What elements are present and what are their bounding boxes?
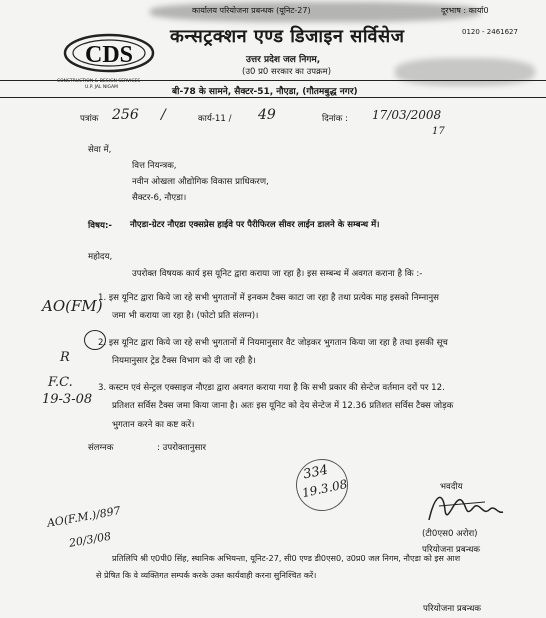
seva-mein: सेवा में, bbox=[88, 145, 112, 155]
handwritten-fc: F.C. bbox=[48, 375, 73, 390]
office-line: कार्यालय परियोजना प्रबन्धक (यूनिट-27) bbox=[192, 6, 311, 15]
date-label: दिनांक : bbox=[322, 114, 349, 124]
addressee-line-2: नवीन ओखला औद्योगिक विकास प्राधिकरण, bbox=[132, 177, 269, 187]
intro-line: उपरोक्त विषयक कार्य इस यूनिट द्वारा कराया जा रहा है। इस सम्बन्ध में अवगत कराना है कि :- bbox=[132, 269, 423, 279]
phone-number: 0120 - 2461627 bbox=[462, 28, 518, 36]
logo-sub-1: CONSTRUCTION & DESIGN SERVICES bbox=[57, 79, 141, 84]
logo-mark bbox=[55, 33, 163, 75]
org-address: बी-78 के सामने, सैक्टर-51, नौएडा, (गौतमबुद्ध नगर) bbox=[172, 87, 358, 97]
patrank-slash: / bbox=[161, 107, 166, 123]
karya-label: कार्य-11 / bbox=[198, 114, 232, 124]
handwritten-fc-date: 19-3-08 bbox=[42, 392, 93, 407]
handwritten-aofm: AO(FM) bbox=[42, 297, 103, 315]
patrank-value: 256 bbox=[112, 107, 139, 123]
copy-line-2: से प्रेषित कि वे व्यक्तिगत सम्पर्क करके उक्त कार्यवाही करना सुनिश्चित करें। bbox=[96, 570, 317, 580]
closing-yours: भवदीय bbox=[440, 482, 463, 492]
header-rule-bottom bbox=[0, 97, 546, 98]
handwritten-ao-note: AO(F.M.)/897 bbox=[46, 504, 122, 530]
point-3-line-1: 3. कस्टम एवं सेन्ट्रल एक्साइज नौएडा द्वारा अवगत कराया गया है कि सभी प्रकार की सेन्टेज वर्तमान दरों पर 12. bbox=[98, 383, 445, 393]
point-3-line-2: प्रतिशत सर्विस टैक्स जमा किया जाना है। अतः इस यूनिट को देय सेन्टेज में 12.36 प्रतिशत सर्विस टैक्स जोड़क bbox=[112, 401, 454, 411]
addressee-line-3: सैक्टर-6, नौएडा। bbox=[132, 193, 187, 203]
bottom-signer: परियोजना प्रबन्धक bbox=[423, 604, 481, 614]
copy-line-1: प्रतिलिपि श्री ए0पी0 सिंह, स्थानिक अभियन्ता, यूनिट-27, सी0 एण्ड डी0एस0, उ0प्र0 जल निगम, नौएडा को इस आश bbox=[112, 553, 461, 563]
date-note: 17 bbox=[432, 126, 445, 137]
handwritten-circle bbox=[84, 330, 106, 350]
organization-logo bbox=[55, 33, 163, 90]
org-sub-1: उत्तर प्रदेश जल निगम, bbox=[246, 55, 321, 65]
header-rule-top bbox=[0, 80, 546, 81]
org-name: कन्सट्रक्शन एण्ड डिजाइन सर्विसेज bbox=[170, 26, 405, 47]
enclosure-label: संलग्नक bbox=[88, 443, 114, 453]
handwritten-r-mark: R bbox=[60, 350, 70, 365]
stamp-number: 334 bbox=[301, 462, 330, 483]
point-1-line-2: जमा भी कराया जा रहा है। (फोटो प्रति संलग्न)। bbox=[112, 311, 259, 321]
addressee-line-1: वित्त नियन्त्रक, bbox=[132, 161, 177, 171]
subject-text: नौएडा-ग्रेटर नौएडा एक्सप्रेस हाईवे पर पैरीफिरल सीवर लाईन डालने के सम्बन्ध में। bbox=[130, 220, 380, 230]
point-2-line-1: 2. इस यूनिट द्वारा किये जा रहे सभी भुगतानों में नियमानुसार वैट जोड़कर भुगतान किया जा रहा है तथा इसकी सूच bbox=[98, 338, 448, 348]
salutation: महोदय, bbox=[88, 252, 113, 262]
point-1-line-1: 1. इस यूनिट द्वारा किये जा रहे सभी भुगतानों में इनकम टैक्स काटा जा रहा है तथा प्रत्येक माह इसको निम्नानुस bbox=[98, 293, 439, 303]
date-value: 17/03/2008 bbox=[372, 108, 442, 122]
receipt-stamp bbox=[291, 454, 353, 516]
stamp-date: 19.3.08 bbox=[300, 476, 349, 501]
handwritten-ao-date: 20/3/08 bbox=[68, 529, 113, 550]
subject-label: विषय:- bbox=[88, 221, 112, 231]
org-sub-2: (उ0 प्र0 सरकार का उपक्रम) bbox=[242, 67, 332, 77]
logo-sub-2: U.P. JAL NIGAM bbox=[85, 85, 119, 90]
signer-title: परियोजना प्रबन्धक bbox=[422, 545, 480, 555]
karya-value: 49 bbox=[258, 107, 276, 123]
patrank-label: पत्रांक bbox=[80, 114, 99, 124]
point-3-line-3: भुगतान करने का कष्ट करें। bbox=[112, 420, 195, 430]
enclosure-value: : उपरोक्तानुसार bbox=[157, 443, 207, 453]
logo-text: CDS bbox=[84, 42, 134, 68]
phone-label: दूरभाष : कार्या0 bbox=[441, 6, 489, 15]
signature-mark bbox=[425, 486, 505, 528]
point-2-line-2: नियमानुसार ट्रेड टैक्स विभाग को दी जा रही है। bbox=[112, 356, 256, 366]
signer-name: (टी0एस0 अरोरा) bbox=[422, 529, 478, 539]
